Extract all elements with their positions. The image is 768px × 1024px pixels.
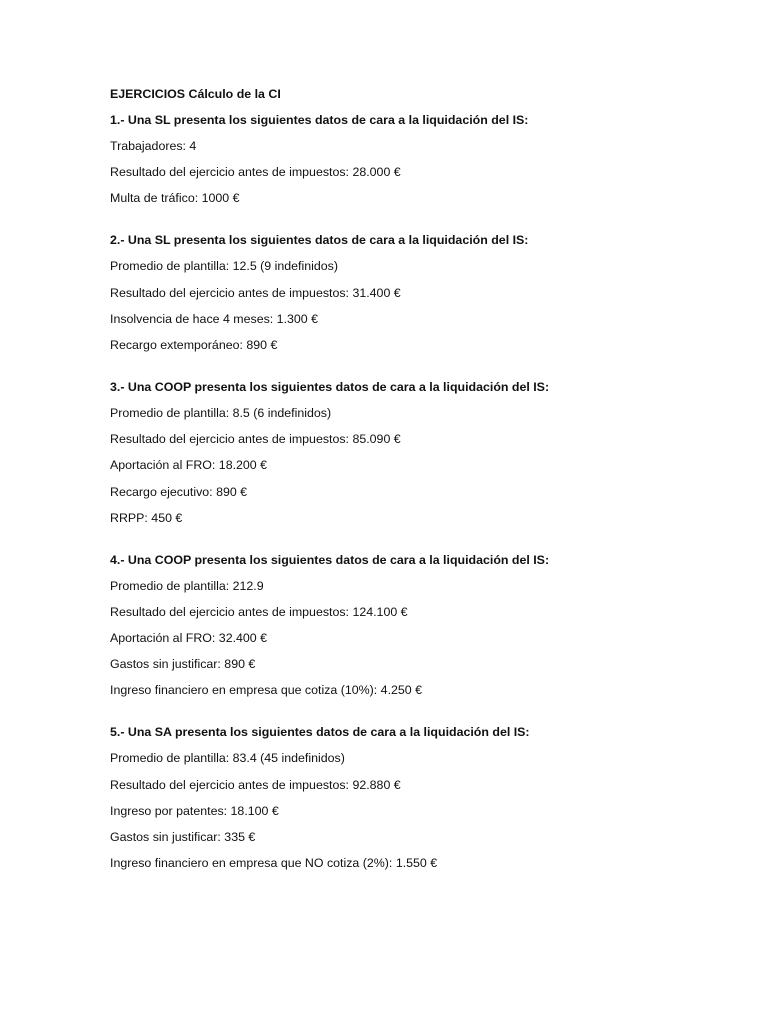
exercise-data-line: Promedio de plantilla: 12.5 (9 indefinidos): [110, 259, 338, 274]
exercise-data-line: Recargo extemporáneo: 890 €: [110, 337, 278, 352]
exercise-data-line: Ingreso por patentes: 18.100 €: [110, 803, 279, 818]
exercise-data-line: Resultado del ejercicio antes de impuestos: 28.000 €: [110, 165, 401, 180]
exercise-heading: 2.- Una SL presenta los siguientes datos de cara a la liquidación del IS:: [110, 233, 529, 248]
exercise-5: [110, 724, 710, 871]
exercise-heading: 4.- Una COOP presenta los siguientes datos de cara a la liquidación del IS:: [110, 552, 550, 567]
exercise-data-line: Trabajadores: 4: [110, 139, 197, 153]
exercise-data-line: Aportación al FRO: 32.400 €: [110, 631, 268, 646]
exercise-heading: 1.- Una SL presenta los siguientes datos de cara a la liquidación del IS:: [110, 113, 529, 127]
document-title: EJERCICIOS Cálculo de la CI: [110, 87, 281, 101]
exercise-4: [110, 552, 710, 699]
exercise-data-line: Ingreso financiero en empresa que cotiza (10%): 4.250 €: [110, 683, 423, 698]
document-page: [110, 86, 710, 897]
exercise-data-line: Resultado del ejercicio antes de impuestos: 124.100 €: [110, 604, 408, 619]
exercise-data-line: Recargo ejecutivo: 890 €: [110, 484, 248, 499]
exercise-1: [110, 112, 710, 206]
exercise-data-line: Ingreso financiero en empresa que NO cotiza (2%): 1.550 €: [110, 856, 438, 871]
exercise-data-line: Aportación al FRO: 18.200 €: [110, 458, 268, 473]
exercise-data-line: RRPP: 450 €: [110, 510, 183, 525]
exercise-data-line: Gastos sin justificar: 335 €: [110, 830, 256, 844]
exercise-data-line: Gastos sin justificar: 890 €: [110, 657, 256, 672]
exercise-data-line: Resultado del ejercicio antes de impuestos: 92.880 €: [110, 777, 401, 792]
exercise-data-line: Promedio de plantilla: 8.5 (6 indefinidos): [110, 405, 332, 420]
exercise-data-line: Multa de tráfico: 1000 €: [110, 191, 240, 206]
exercise-data-line: Resultado del ejercicio antes de impuestos: 85.090 €: [110, 432, 401, 447]
exercise-2: [110, 232, 710, 353]
exercise-heading: 5.- Una SA presenta los siguientes datos de cara a la liquidación del IS:: [110, 725, 530, 740]
exercise-data-line: Resultado del ejercicio antes de impuestos: 31.400 €: [110, 285, 401, 300]
exercise-3: [110, 379, 710, 526]
exercise-data-line: Promedio de plantilla: 83.4 (45 indefinidos): [110, 751, 345, 766]
exercise-data-line: Promedio de plantilla: 212.9: [110, 578, 264, 593]
exercise-data-line: Insolvencia de hace 4 meses: 1.300 €: [110, 311, 319, 326]
exercise-heading: 3.- Una COOP presenta los siguientes datos de cara a la liquidación del IS:: [110, 379, 550, 394]
